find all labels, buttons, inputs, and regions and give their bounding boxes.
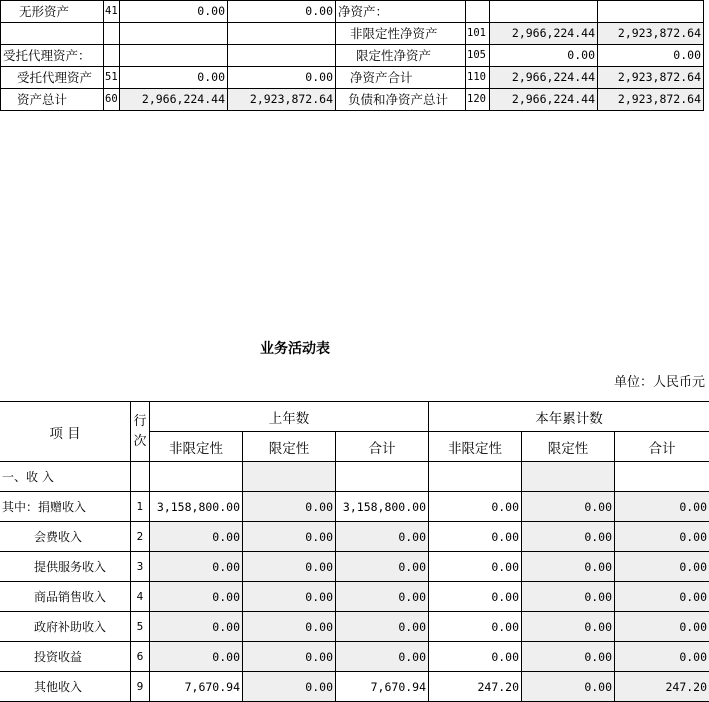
prev-year-total: 0.00 (336, 582, 429, 612)
currency-unit: 单位：人民币元 (613, 375, 705, 390)
balance-row (1, 1, 704, 23)
this-year-total: 247.20 (615, 672, 709, 702)
prev-year-unrestricted: 0.00 (150, 582, 243, 612)
right-beginning-value: 2,966,224.44 (490, 23, 598, 45)
left-item-label: 资产总计 (1, 89, 104, 111)
header-py-unrestricted: 非限定性 (150, 432, 243, 462)
left-item-label: 受托代理资产： (1, 45, 104, 67)
income-item-label: 其中：捐赠收入 (0, 492, 131, 522)
income-item-label: 商品销售收入 (0, 582, 131, 612)
header-py-restricted: 限定性 (243, 432, 336, 462)
prev-year-total: 0.00 (336, 612, 429, 642)
prev-year-unrestricted: 7,670.94 (150, 672, 243, 702)
this-year-unrestricted: 0.00 (429, 582, 522, 612)
income-item-label: 投资收益 (0, 642, 131, 672)
right-row-no: 110 (466, 67, 490, 89)
balance-row (1, 89, 704, 111)
left-ending-value: 2,923,872.64 (228, 89, 336, 111)
this-year-restricted: 0.00 (522, 522, 615, 552)
income-item-label: 其他收入 (0, 672, 131, 702)
income-item-label: 提供服务收入 (0, 552, 131, 582)
empty-cell (615, 462, 709, 492)
right-beginning-value: 0.00 (490, 45, 598, 67)
activity-row (0, 612, 709, 642)
prev-year-restricted: 0.00 (243, 492, 336, 522)
activity-row (0, 522, 709, 552)
prev-year-unrestricted: 3,158,800.00 (150, 492, 243, 522)
this-year-restricted: 0.00 (522, 492, 615, 522)
this-year-restricted: 0.00 (522, 642, 615, 672)
balance-sheet-table (0, 0, 704, 111)
balance-row (1, 67, 704, 89)
this-year-restricted: 0.00 (522, 612, 615, 642)
left-beginning-value: 0.00 (120, 1, 228, 23)
prev-year-restricted: 0.00 (243, 522, 336, 552)
income-row-no: 9 (131, 672, 150, 702)
left-item-label: 受托代理资产 (1, 67, 104, 89)
left-item-label: 无形资产 (1, 1, 104, 23)
this-year-unrestricted: 247.20 (429, 672, 522, 702)
left-beginning-value (120, 45, 228, 67)
this-year-restricted: 0.00 (522, 582, 615, 612)
prev-year-restricted: 0.00 (243, 582, 336, 612)
header-row-no: 行次 (131, 402, 150, 462)
left-ending-value: 0.00 (228, 67, 336, 89)
income-row-no: 4 (131, 582, 150, 612)
right-ending-value: 2,923,872.64 (598, 89, 704, 111)
left-row-no: 51 (104, 67, 120, 89)
income-row-no: 2 (131, 522, 150, 552)
right-item-label: 负债和净资产总计 (336, 89, 466, 111)
activity-row (0, 642, 709, 672)
header-this-year: 本年累计数 (429, 402, 709, 432)
this-year-restricted: 0.00 (522, 552, 615, 582)
right-beginning-value: 2,966,224.44 (490, 89, 598, 111)
prev-year-total: 3,158,800.00 (336, 492, 429, 522)
empty-cell (336, 462, 429, 492)
prev-year-restricted: 0.00 (243, 672, 336, 702)
left-ending-value: 0.00 (228, 1, 336, 23)
right-row-no: 120 (466, 89, 490, 111)
this-year-total: 0.00 (615, 642, 709, 672)
right-row-no (466, 1, 490, 23)
right-ending-value (598, 1, 704, 23)
header-ty-total: 合计 (615, 432, 709, 462)
this-year-unrestricted: 0.00 (429, 522, 522, 552)
this-year-total: 0.00 (615, 552, 709, 582)
header-item: 项 目 (0, 402, 131, 462)
prev-year-total: 7,670.94 (336, 672, 429, 702)
balance-row (1, 23, 704, 45)
right-beginning-value (490, 1, 598, 23)
header-py-total: 合计 (336, 432, 429, 462)
right-item-label: 净资产合计 (336, 67, 466, 89)
this-year-unrestricted: 0.00 (429, 642, 522, 672)
left-beginning-value: 0.00 (120, 67, 228, 89)
prev-year-restricted: 0.00 (243, 612, 336, 642)
left-row-no (104, 45, 120, 67)
empty-cell (522, 462, 615, 492)
section-income-label: 一、收 入 (0, 462, 131, 492)
right-row-no: 101 (466, 23, 490, 45)
right-ending-value: 0.00 (598, 45, 704, 67)
prev-year-restricted: 0.00 (243, 642, 336, 672)
this-year-total: 0.00 (615, 522, 709, 552)
activity-row (0, 492, 709, 522)
prev-year-total: 0.00 (336, 642, 429, 672)
empty-cell (429, 462, 522, 492)
income-row-no: 3 (131, 552, 150, 582)
left-row-no: 60 (104, 89, 120, 111)
header-prev-year: 上年数 (150, 402, 429, 432)
left-ending-value (228, 23, 336, 45)
right-ending-value: 2,923,872.64 (598, 67, 704, 89)
activity-row (0, 582, 709, 612)
right-item-label: 非限定性净资产 (336, 23, 466, 45)
income-row-no: 5 (131, 612, 150, 642)
left-row-no: 41 (104, 1, 120, 23)
prev-year-unrestricted: 0.00 (150, 522, 243, 552)
right-item-label: 净资产： (336, 1, 466, 23)
right-ending-value: 2,923,872.64 (598, 23, 704, 45)
income-item-label: 会费收入 (0, 522, 131, 552)
balance-row (1, 45, 704, 67)
income-row-no: 6 (131, 642, 150, 672)
prev-year-total: 0.00 (336, 522, 429, 552)
left-beginning-value: 2,966,224.44 (120, 89, 228, 111)
prev-year-total: 0.00 (336, 552, 429, 582)
activity-row (0, 672, 709, 702)
this-year-total: 0.00 (615, 582, 709, 612)
this-year-total: 0.00 (615, 612, 709, 642)
empty-cell (150, 462, 243, 492)
left-row-no (104, 23, 120, 45)
activity-row (0, 552, 709, 582)
prev-year-unrestricted: 0.00 (150, 612, 243, 642)
prev-year-unrestricted: 0.00 (150, 552, 243, 582)
income-row-no: 1 (131, 492, 150, 522)
right-row-no: 105 (466, 45, 490, 67)
right-beginning-value: 2,966,224.44 (490, 67, 598, 89)
left-beginning-value (120, 23, 228, 45)
right-item-label: 限定性净资产 (336, 45, 466, 67)
this-year-unrestricted: 0.00 (429, 492, 522, 522)
header-ty-restricted: 限定性 (522, 432, 615, 462)
this-year-unrestricted: 0.00 (429, 612, 522, 642)
left-ending-value (228, 45, 336, 67)
this-year-unrestricted: 0.00 (429, 552, 522, 582)
activity-statement-table (0, 401, 709, 702)
empty-cell (131, 462, 150, 492)
this-year-total: 0.00 (615, 492, 709, 522)
prev-year-restricted: 0.00 (243, 552, 336, 582)
income-item-label: 政府补助收入 (0, 612, 131, 642)
header-ty-unrestricted: 非限定性 (429, 432, 522, 462)
report-title: 业务活动表 (260, 341, 330, 357)
this-year-restricted: 0.00 (522, 672, 615, 702)
left-item-label (1, 23, 104, 45)
prev-year-unrestricted: 0.00 (150, 642, 243, 672)
empty-cell (243, 462, 336, 492)
